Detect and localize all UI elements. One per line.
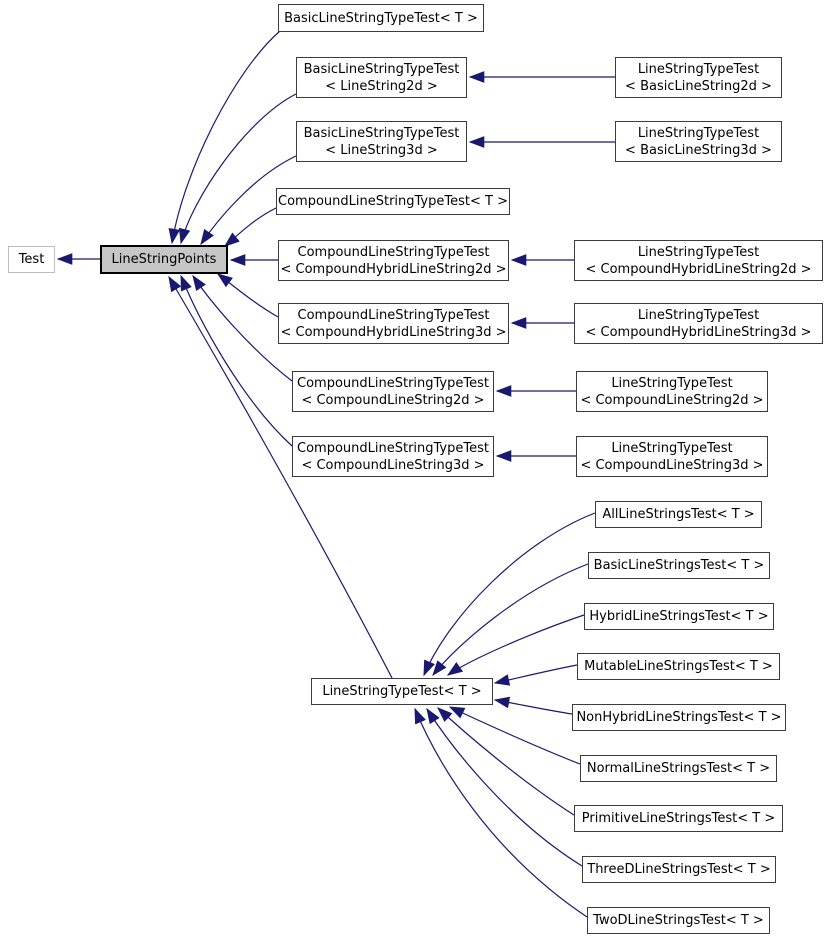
node-label: NonHybridLineStringsTest< T > [576,710,782,725]
node-test [8,246,55,273]
edge-basicsT-lstT [433,564,588,675]
node-label: < CompoundLineString2d > [301,392,485,408]
node-normal-line-strings-test-t[interactable] [580,755,777,782]
node-label: LineStringPoints [111,252,217,267]
node-line-string-type-test-compound-hybrid-line-string-2d[interactable] [574,240,823,281]
edge-basic2d-lsp [181,94,296,243]
node-line-string-type-test-basic-line-string-3d[interactable] [615,121,782,162]
node-label: LineStringTypeTest [637,244,760,260]
node-label: NormalLineStringsTest< T > [586,761,771,776]
node-line-string-type-test-compound-hybrid-line-string-3d[interactable] [574,303,823,344]
edge-mutableT-lstT [495,665,577,683]
node-compound-line-string-type-test-compound-line-string-3d[interactable] [292,436,494,477]
node-label: < BasicLineString2d > [625,78,772,94]
node-label: LineStringTypeTest [611,440,733,456]
node-label: ThreeDLineStringsTest< T > [587,862,771,877]
edge-primitiveT-lstT [438,708,574,815]
edge-compoundT-lsp [225,208,276,246]
node-label: BasicLineStringsTest< T > [593,558,765,573]
node-two-d-line-strings-test-t[interactable] [587,907,770,934]
node-label: < CompoundLineString3d > [301,457,485,473]
node-all-line-strings-test-t[interactable] [595,501,762,528]
node-compound-line-string-type-test-compound-hybrid-line-string-2d[interactable] [278,240,509,281]
node-label: < BasicLineString3d > [625,142,772,158]
node-line-string-points [100,245,228,274]
node-label: TwoDLineStringsTest< T > [593,913,764,928]
node-label: AllLineStringsTest< T > [602,507,755,522]
node-mutable-line-strings-test-t[interactable] [577,653,780,680]
node-basic-line-strings-test-t[interactable] [588,552,770,579]
node-label: BasicLineStringTypeTest< T > [284,10,478,26]
node-label: MutableLineStringsTest< T > [584,659,773,674]
edge-twodT-lstT [415,709,587,917]
node-label: CompoundLineStringTypeTest [297,244,490,260]
node-label: LineStringTypeTest [611,375,733,391]
node-compound-line-string-type-test-compound-line-string-2d[interactable] [292,371,494,412]
node-hybrid-line-strings-test-t[interactable] [584,603,774,630]
node-compound-line-string-type-test-compound-hybrid-line-string-3d[interactable] [278,303,509,344]
node-basic-line-string-type-test-line-string-3d[interactable] [296,121,467,162]
node-compound-line-string-type-test-t[interactable] [276,188,510,215]
node-label: Test [18,252,45,267]
node-label: BasicLineStringTypeTest [303,61,460,77]
node-label: PrimitiveLineStringsTest< T > [581,811,776,826]
node-label: LineStringTypeTest [637,307,760,323]
node-line-string-type-test-compound-line-string-2d[interactable] [576,371,768,412]
edge-nonhybridT-lstT [495,700,572,714]
node-label: LineStringTypeTest< T > [322,684,482,699]
node-label: BasicLineStringTypeTest [303,125,460,141]
node-label: CompoundLineStringTypeTest [297,307,490,323]
node-non-hybrid-line-strings-test-t[interactable] [572,704,786,731]
node-label: HybridLineStringsTest< T > [589,609,769,624]
node-label: < LineString2d > [325,78,438,94]
node-label: LineStringTypeTest [637,61,760,77]
node-label: < CompoundHybridLineString2d > [280,261,507,277]
node-primitive-line-strings-test-t[interactable] [574,805,783,832]
node-basic-line-string-type-test-t[interactable] [278,4,484,32]
node-label: CompoundLineStringTypeTest< T > [278,194,508,209]
edge-allT-lstT [424,513,595,675]
node-label: < CompoundHybridLineString3d > [585,324,812,340]
node-label: CompoundLineStringTypeTest [297,375,489,391]
node-line-string-type-test-compound-line-string-3d[interactable] [576,436,768,477]
node-label: CompoundLineStringTypeTest [297,440,489,456]
edge-compound3d-lsp [181,276,292,446]
node-label: < CompoundLineString3d > [580,457,764,473]
node-label: < CompoundHybridLineString2d > [585,261,812,277]
node-basic-line-string-type-test-line-string-2d[interactable] [296,57,467,98]
node-label: < LineString3d > [325,142,438,158]
node-label: LineStringTypeTest [637,125,760,141]
edge-hybridT-lstT [448,615,584,675]
node-line-string-type-test-basic-line-string-2d[interactable] [615,57,782,98]
node-three-d-line-strings-test-t[interactable] [582,856,776,883]
node-label: < CompoundHybridLineString3d > [280,324,507,340]
edge-compoundHybrid3d-lsp [218,274,278,317]
node-line-string-type-test-t[interactable] [311,678,493,705]
node-label: < CompoundLineString2d > [580,392,764,408]
